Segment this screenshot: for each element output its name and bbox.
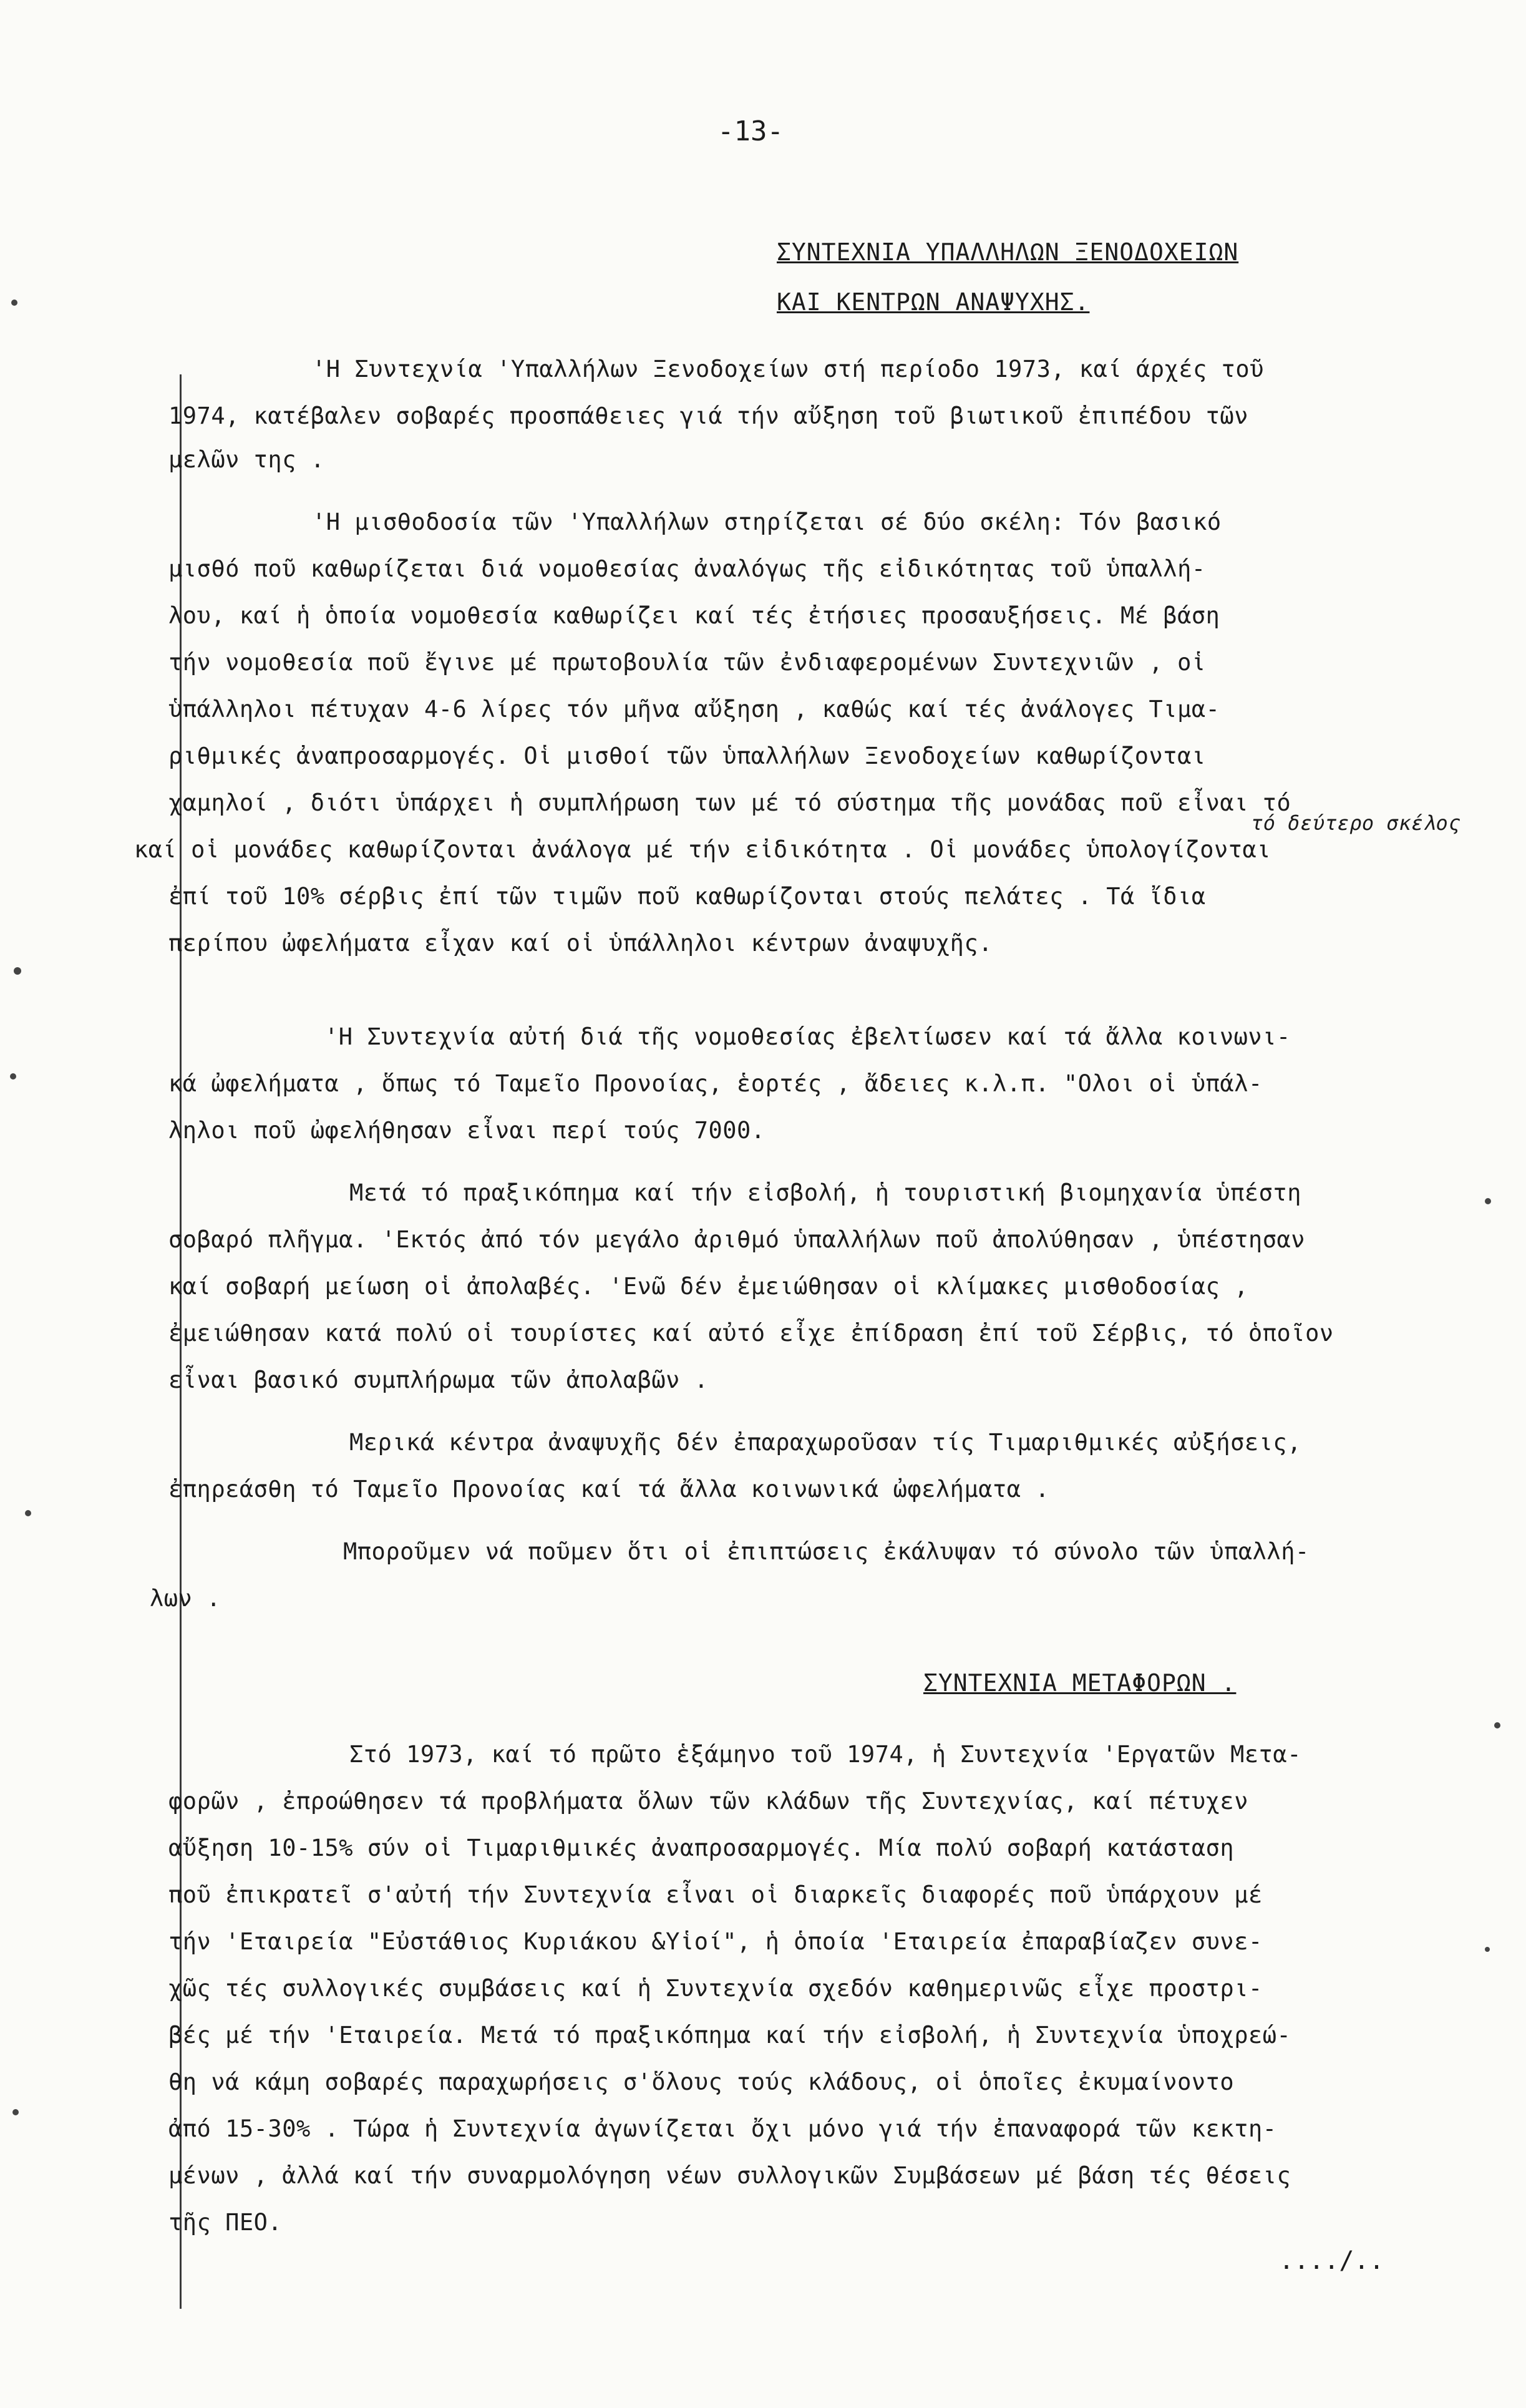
text-line: σοβαρό πλῆγμα. 'Εκτός ἀπό τόν μεγάλο ἀριθμό ὑπαλλήλων ποῦ ἀπολύθησαν , ὑπέστησαν (168, 1226, 1306, 1253)
text-line: τήν 'Εταιρεία "Εὐστάθιος Κυριάκου &Υἱοί", ἡ ὁποία 'Εταιρεία ἐπαραβίαζεν συνε- (168, 1928, 1263, 1955)
text-line: καί οἱ μονάδες καθωρίζονται ἀνάλογα μέ τήν εἰδικότητα . Οἱ μονάδες ὑπολογίζονται (134, 836, 1271, 863)
text-line: τήν νομοθεσία ποῦ ἔγινε μέ πρωτοβουλία τῶν ἐνδιαφερομένων Συντεχνιῶν , οἱ (168, 649, 1206, 676)
text-line: φορῶν , ἐπροώθησεν τά προβλήματα ὅλων τῶν κλάδων τῆς Συντεχνίας, καί πέτυχεν (168, 1788, 1248, 1815)
text-line: ὑπάλληλοι πέτυχαν 4-6 λίρες τόν μῆνα αὔξηση , καθώς καί τές ἀνάλογες Τιμα- (168, 696, 1220, 723)
text-line: ἀπό 15-30% . Τώρα ἡ Συντεχνία ἀγωνίζεται ὄχι μόνο γιά τήν ἐπαναφορά τῶν κεκτη- (168, 2115, 1277, 2142)
margin-note: τό δεύτερο σκέλος (1251, 811, 1461, 835)
text-line: Στό 1973, καί τό πρῶτο ἑξάμηνο τοῦ 1974, ἡ Συντεχνία 'Εργατῶν Μετα- (349, 1741, 1301, 1768)
section-heading-transport: ΣΥΝΤΕΧΝΙΑ ΜΕΤΑΦΟΡΩΝ . (923, 1669, 1237, 1697)
text-line: ποῦ ἐπικρατεῖ σ'αὐτή τήν Συντεχνία εἶναι οἱ διαρκεῖς διαφορές ποῦ ὑπάρχουν μέ (168, 1881, 1263, 1908)
text-line: ἐπί τοῦ 10% σέρβις ἐπί τῶν τιμῶν ποῦ καθωρίζονται στούς πελάτες . Τά ἴδια (168, 883, 1206, 910)
scan-speck (1485, 1198, 1491, 1204)
text-line: Μετά τό πραξικόπημα καί τήν εἰσβολή, ἡ τουριστική βιομηχανία ὑπέστη (349, 1179, 1301, 1206)
text-line: λων . (150, 1585, 221, 1612)
scan-speck (25, 1510, 31, 1516)
text-line: 1974, κατέβαλεν σοβαρές προσπάθειες γιά τήν αὔξηση τοῦ βιωτικοῦ ἐπιπέδου τῶν (168, 402, 1248, 429)
text-line: Μποροῦμεν νά ποῦμεν ὅτι οἱ ἐπιπτώσεις ἐκάλυψαν τό σύνολο τῶν ὑπαλλή- (343, 1538, 1310, 1565)
text-line: Μερικά κέντρα ἀναψυχῆς δέν ἐπαραχωροῦσαν τίς Τιμαριθμικές αὐξήσεις, (349, 1429, 1301, 1456)
text-line: 'Η Συντεχνία 'Υπαλλήλων Ξενοδοχείων στή περίοδο 1973, καί άρχές τοῦ (312, 356, 1264, 383)
scan-speck (14, 967, 21, 975)
text-line: εἶναι βασικό συμπλήρωμα τῶν ἀπολαβῶν . (168, 1367, 709, 1393)
text-line: κά ὠφελήματα , ὅπως τό Ταμεῖο Προνοίας, ἑορτές , ἄδειες κ.λ.π. "Ολοι οἱ ὑπάλ- (168, 1070, 1263, 1097)
page-number: -13- (717, 115, 784, 147)
text-line: μελῶν της . (168, 446, 325, 473)
scan-speck (1485, 1947, 1490, 1952)
text-line: αὔξηση 10-15% σύν οἱ Τιμαριθμικές ἀναπροσαρμογές. Μία πολύ σοβαρή κατάσταση (168, 1835, 1235, 1861)
text-line: περίπου ὠφελήματα εἶχαν καί οἱ ὑπάλληλοι κέντρων ἀναψυχῆς. (168, 930, 993, 957)
text-line: 'Η Συντεχνία αὐτή διά τῆς νομοθεσίας ἐβελτίωσεν καί τά ἄλλα κοινωνι- (324, 1023, 1291, 1050)
text-line: καί σοβαρή μείωση οἱ ἀπολαβές. 'Ενῶ δέν ἐμειώθησαν οἱ κλίμακες μισθοδοσίας , (168, 1273, 1248, 1300)
text-line: ριθμικές ἀναπροσαρμογές. Οἱ μισθοί τῶν ὑπαλλήλων Ξενοδοχείων καθωρίζονται (168, 743, 1206, 769)
text-line: ἐμειώθησαν κατά πολύ οἱ τουρίστες καί αὐτό εἶχε ἐπίδραση ἐπί τοῦ Σέρβις, τό ὁποῖον (168, 1320, 1334, 1347)
text-line: ληλοι ποῦ ὠφελήθησαν εἶναι περί τούς 7000. (168, 1117, 765, 1144)
text-line: λου, καί ἡ ὁποία νομοθεσία καθωρίζει καί τές ἐτήσιες προσαυξήσεις. Μέ βάση (168, 602, 1220, 629)
text-line: θη νά κάμη σοβαρές παραχωρήσεις σ'ὅλους τούς κλάδους, οἱ ὁποῖες ἐκυμαίνοντο (168, 2069, 1235, 2095)
scan-speck (11, 300, 17, 306)
text-line: χῶς τές συλλογικές συμβάσεις καί ἡ Συντεχνία σχεδόν καθημερινῶς εἶχε προστρι- (168, 1975, 1263, 2002)
continuation-mark: ..../.. (1279, 2246, 1384, 2275)
text-line: βές μέ τήν 'Εταιρεία. Μετά τό πραξικόπημα καί τήν εἰσβολή, ἡ Συντεχνία ὑποχρεώ- (168, 2022, 1291, 2049)
section-heading-hotel-employees-line1: ΣΥΝΤΕΧΝΙΑ ΥΠΑΛΛΗΛΩΝ ΞΕΝΟΔΟΧΕΙΩΝ (777, 238, 1239, 266)
scan-speck (12, 2109, 19, 2115)
text-line: 'Η μισθοδοσία τῶν 'Υπαλλήλων στηρίζεται σέ δύο σκέλη: Τόν βασικό (312, 509, 1222, 535)
text-line: χαμηλοί , διότι ὑπάρχει ἡ συμπλήρωση των μέ τό σύστημα τῆς μονάδας ποῦ εἶναι τό (168, 789, 1291, 816)
text-line: ἐπηρεάσθη τό Ταμεῖο Προνοίας καί τά ἄλλα κοινωνικά ὠφελήματα . (168, 1476, 1050, 1503)
text-line: τῆς ΠΕΟ. (168, 2209, 283, 2236)
scan-speck (1494, 1722, 1500, 1728)
text-line: μισθό ποῦ καθωρίζεται διά νομοθεσίας ἀναλόγως τῆς εἰδικότητας τοῦ ὑπαλλή- (168, 555, 1206, 582)
text-line: μένων , ἀλλά καί τήν συναρμολόγηση νέων συλλογικῶν Συμβάσεων μέ βάση τές θέσεις (168, 2162, 1291, 2189)
section-heading-hotel-employees-line2: ΚΑΙ ΚΕΝΤΡΩΝ ΑΝΑΨΥΧΗΣ. (777, 288, 1090, 316)
scan-speck (10, 1073, 16, 1080)
